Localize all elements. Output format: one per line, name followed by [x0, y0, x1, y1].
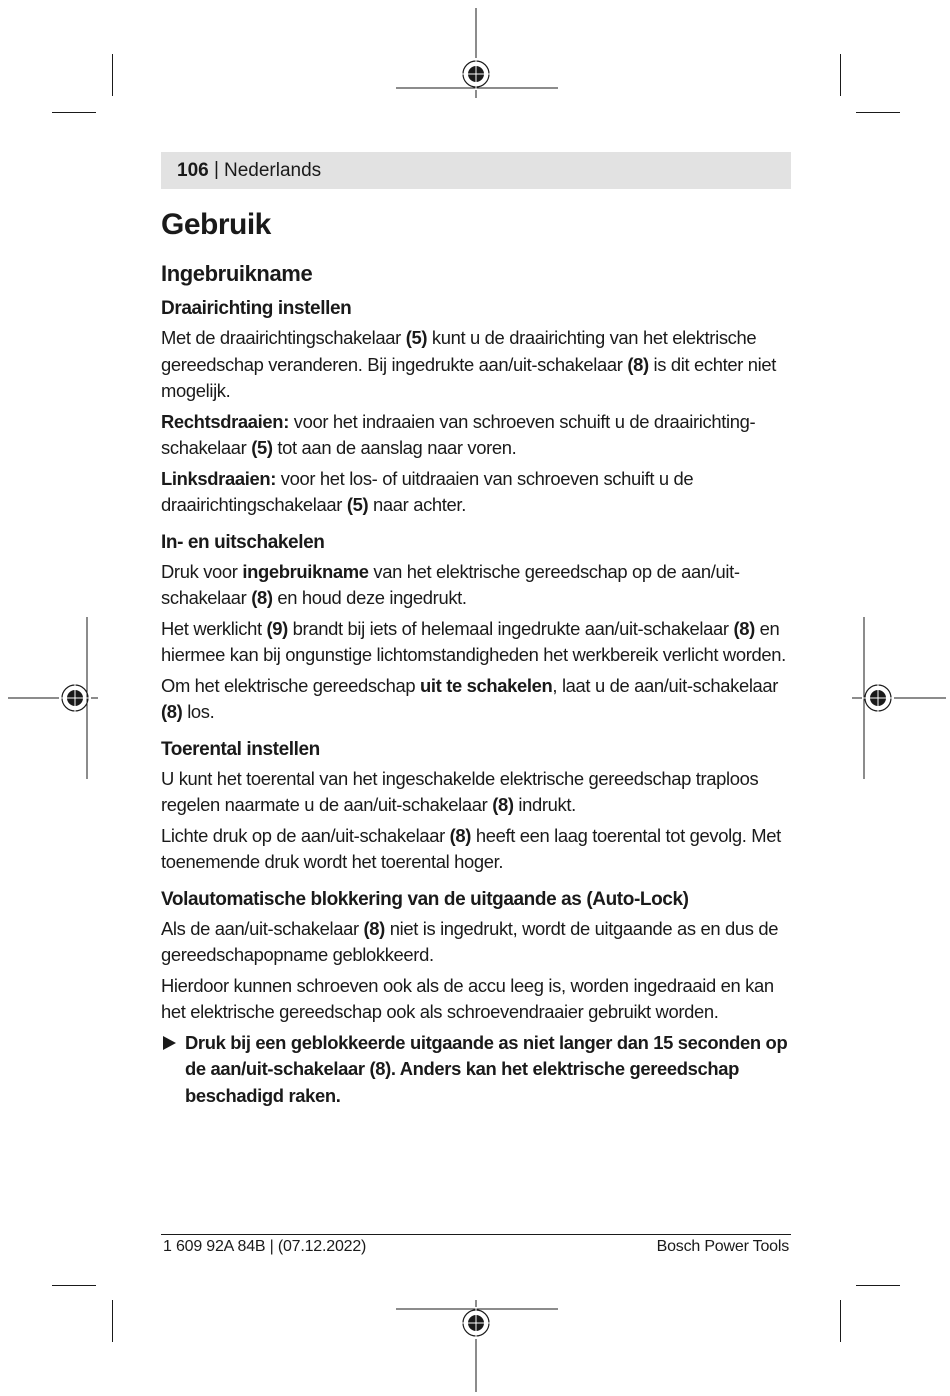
paragraph: Met de draairichtingschakelaar (5) kunt u de draairichting van het elektrische gereedschap veranderen. Bij ingedrukte aan/uit-schakelaar (8) is dit echter niet mogelijk.	[161, 327, 777, 401]
section-title: Ingebruikname	[161, 261, 313, 286]
subsection-heading: Toerental instellen	[161, 738, 320, 760]
registration-mark-bottom	[396, 1300, 558, 1392]
paragraph: Druk voor ingebruikname van het elektrische gereedschap op de aan/uit-schakelaar (8) en houd deze ingedrukt.	[161, 560, 740, 608]
header-language: Nederlands	[224, 160, 322, 181]
paragraph: Als de aan/uit-schakelaar (8) niet is ingedrukt, wordt de uitgaande as en dus de gereedschapopname geblokkeerd.	[161, 917, 779, 965]
section-toerental	[161, 736, 793, 876]
crop-mark	[52, 1285, 96, 1286]
crop-mark	[856, 112, 900, 113]
crop-mark	[112, 54, 113, 96]
section-schakelen	[161, 529, 793, 726]
paragraph: Hierdoor kunnen schroeven ook als de accu leeg is, worden ingedraaid en kan het elektrische gereedschap ook als schroevendraaier gebruikt worden.	[161, 974, 774, 1022]
publisher: Bosch Power Tools	[656, 1238, 789, 1255]
paragraph: Rechtsdraaien: voor het indraaien van schroeven schuift u de draairichtingschakelaar (5) tot aan de aanslag naar voren.	[161, 410, 756, 458]
registration-mark-left	[8, 617, 98, 779]
subsection-heading: Draairichting instellen	[161, 298, 352, 319]
header-separator: |	[214, 159, 219, 180]
crop-mark	[840, 54, 841, 96]
crop-mark	[856, 1285, 900, 1286]
paragraph: Linksdraaien: voor het los- of uitdraaien van schroeven schuift u de draairichtingschakelaar (5) naar achter.	[161, 467, 694, 515]
paragraph: Het werklicht (9) brandt bij iets of helemaal ingedrukte aan/uit-schakelaar (8) en hiermee kan bij ongunstige lichtomstandigheden het werkbereik verlicht worden.	[161, 617, 786, 665]
crop-mark	[52, 112, 96, 113]
section-draairichting	[161, 295, 793, 519]
page-content	[161, 205, 793, 1119]
crop-mark	[112, 1300, 113, 1342]
page-number: 106	[177, 160, 209, 181]
warning-text: Druk bij een geblokkeerde uitgaande as niet langer dan 15 seconden op de aan/uit-schakelaar (8). Anders kan het elektrische gereedschap beschadigd raken.	[185, 1031, 788, 1106]
page-title: Gebruik	[161, 208, 271, 241]
section-autolock	[161, 886, 793, 1110]
paragraph: Lichte druk op de aan/uit-schakelaar (8) heeft een laag toerental tot gevolg. Met toenemende druk wordt het toerental hoger.	[161, 824, 781, 872]
paragraph: Om het elektrische gereedschap uit te schakelen, laat u de aan/uit-schakelaar (8) los.	[161, 674, 779, 722]
subsection-heading: Volautomatische blokkering van de uitgaande as (Auto-Lock)	[161, 888, 689, 910]
registration-mark-right	[852, 617, 946, 779]
triangle-bullet-icon	[163, 1036, 176, 1050]
footer-rule	[161, 1234, 791, 1235]
registration-mark-top	[396, 8, 558, 98]
subsection-heading: In- en uitschakelen	[161, 531, 325, 553]
safety-warning	[161, 1030, 793, 1110]
page-header	[161, 152, 791, 189]
paragraph: U kunt het toerental van het ingeschakelde elektrische gereedschap traploos regelen naarmate u de aan/uit-schakelaar (8) indrukt.	[161, 767, 759, 815]
document-number: 1 609 92A 84B | (07.12.2022)	[163, 1238, 367, 1255]
crop-mark	[840, 1300, 841, 1342]
